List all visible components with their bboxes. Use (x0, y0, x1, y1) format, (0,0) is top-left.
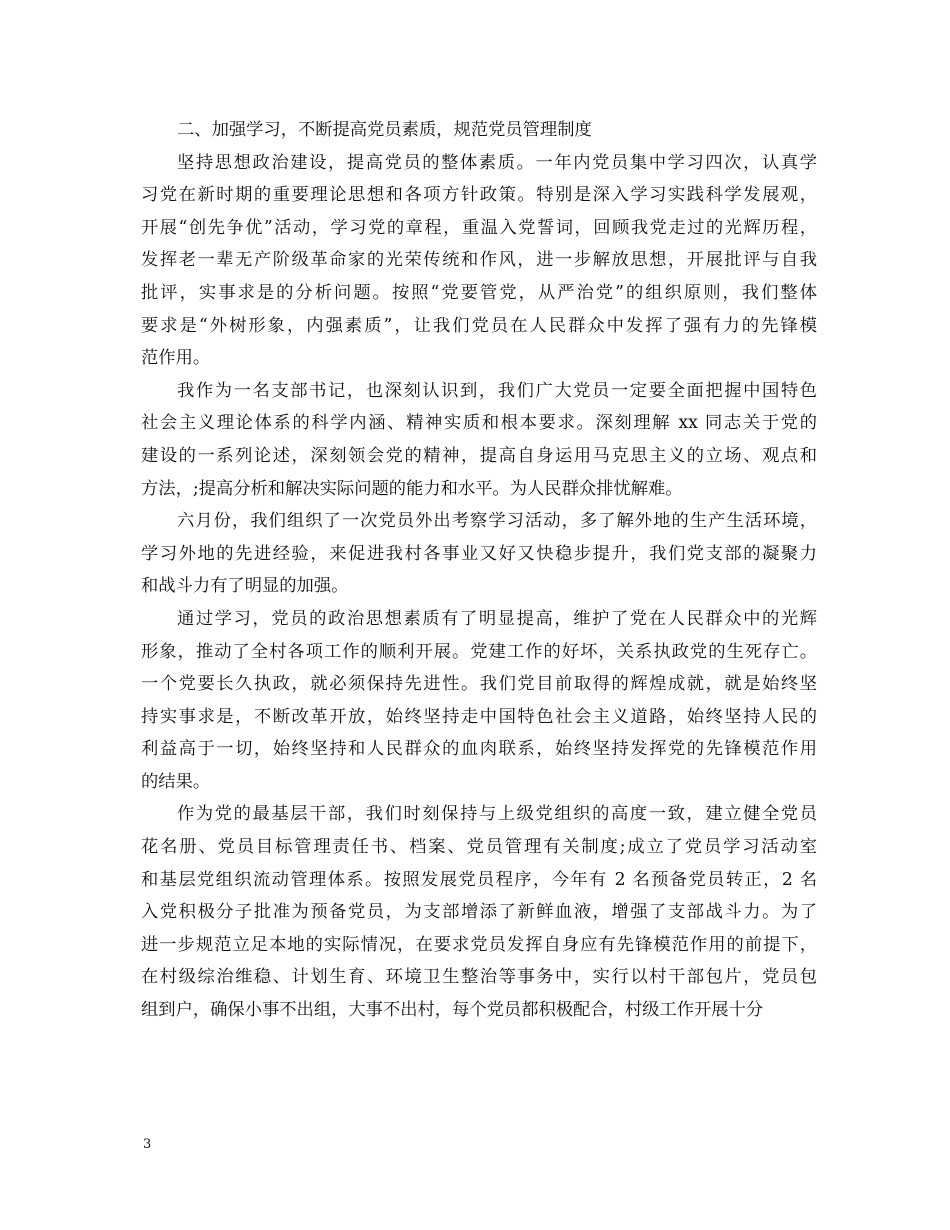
paragraph-line: 入党积极分子批准为预备党员，为支部增添了新鲜血液，增强了支部战斗力。为了 (141, 902, 817, 923)
paragraph-line: 在村级综治维稳、计划生育、环境卫生整治等事务中，实行以村干部包片，党员包 (141, 967, 817, 988)
paragraph-line: 发挥老一辈无产阶级革命家的光荣传统和作风，进一步解放思想，开展批评与自我 (141, 250, 817, 271)
paragraph-line: 进一步规范立足本地的实际情况，在要求党员发挥自身应有先锋模范作用的前提下， (141, 934, 817, 955)
paragraph-line: 我作为一名支部书记，也深刻认识到，我们广大党员一定要全面把握中国特色 (177, 380, 817, 401)
paragraph-line: 通过学习，党员的政治思想素质有了明显提高，维护了党在人民群众中的光辉 (177, 608, 817, 629)
paragraph-line: 方法，;提高分析和解决实际问题的能力和水平。为人民群众排忧解难。 (141, 478, 683, 499)
paragraph-line: 范作用。 (141, 348, 211, 369)
paragraph-line: 花名册、党员目标管理责任书、档案、党员管理有关制度;成立了党员学习活动室 (141, 837, 817, 858)
paragraph (141, 798, 817, 1026)
paragraph (141, 147, 817, 375)
paragraph-line: 习党在新时期的重要理论思想和各项方针政策。特别是深入学习实践科学发展观， (141, 185, 817, 206)
paragraph-list (141, 147, 817, 1027)
paragraph-line: 要求是“外树形象，内强素质”，让我们党员在人民群众中发挥了强有力的先锋模 (141, 315, 817, 336)
paragraph (141, 603, 817, 799)
paragraph-line: 建设的一系列论述，深刻领会党的精神，提高自身运用马克思主义的立场、观点和 (141, 445, 817, 466)
body-text (141, 114, 817, 1027)
paragraph-line: 组到户，确保小事不出组，大事不出村，每个党员都积极配合，村级工作开展十分 (141, 1000, 764, 1021)
paragraph-line: 坚持思想政治建设，提高党员的整体素质。一年内党员集中学习四次，认真学 (177, 152, 817, 173)
paragraph-line: 六月份，我们组织了一次党员外出考察学习活动，多了解外地的生产生活环境， (177, 511, 817, 532)
paragraph (141, 505, 817, 603)
paragraph-line: 形象，推动了全村各项工作的顺利开展。党建工作的好坏，关系执政党的生死存亡。 (141, 641, 817, 662)
page-number: 3 (143, 1137, 152, 1152)
paragraph-line: 的结果。 (141, 771, 211, 792)
paragraph-line: 社会主义理论体系的科学内涵、精神实质和根本要求。深刻理解 xx 同志关于党的 (141, 413, 817, 434)
paragraph-line: 和基层党组织流动管理体系。按照发展党员程序，今年有 2 名预备党员转正，2 名 (141, 869, 817, 890)
paragraph-line: 作为党的最基层干部，我们时刻保持与上级党组织的高度一致，建立健全党员 (177, 804, 817, 825)
paragraph-line: 利益高于一切，始终坚持和人民群众的血肉联系，始终坚持发挥党的先锋模范作用 (141, 739, 817, 760)
paragraph-line: 学习外地的先进经验，来促进我村各事业又好又快稳步提升，我们党支部的凝聚力 (141, 543, 817, 564)
paragraph-line: 和战斗力有了明显的加强。 (141, 576, 349, 597)
paragraph (141, 375, 817, 505)
paragraph-line: 批评，实事求是的分析问题。按照“党要管党，从严治党”的组织原则，我们整体 (141, 282, 817, 303)
section-heading: 二、加强学习，不断提高党员素质，规范党员管理制度 (177, 120, 592, 140)
paragraph-line: 持实事求是，不断改革开放，始终坚持走中国特色社会主义道路，始终坚持人民的 (141, 706, 817, 727)
paragraph-line: 开展“创先争优”活动，学习党的章程，重温入党誓词，回顾我党走过的光辉历程， (141, 217, 817, 238)
paragraph-line: 一个党要长久执政，就必须保持先进性。我们党目前取得的辉煌成就，就是始终坚 (141, 674, 817, 695)
